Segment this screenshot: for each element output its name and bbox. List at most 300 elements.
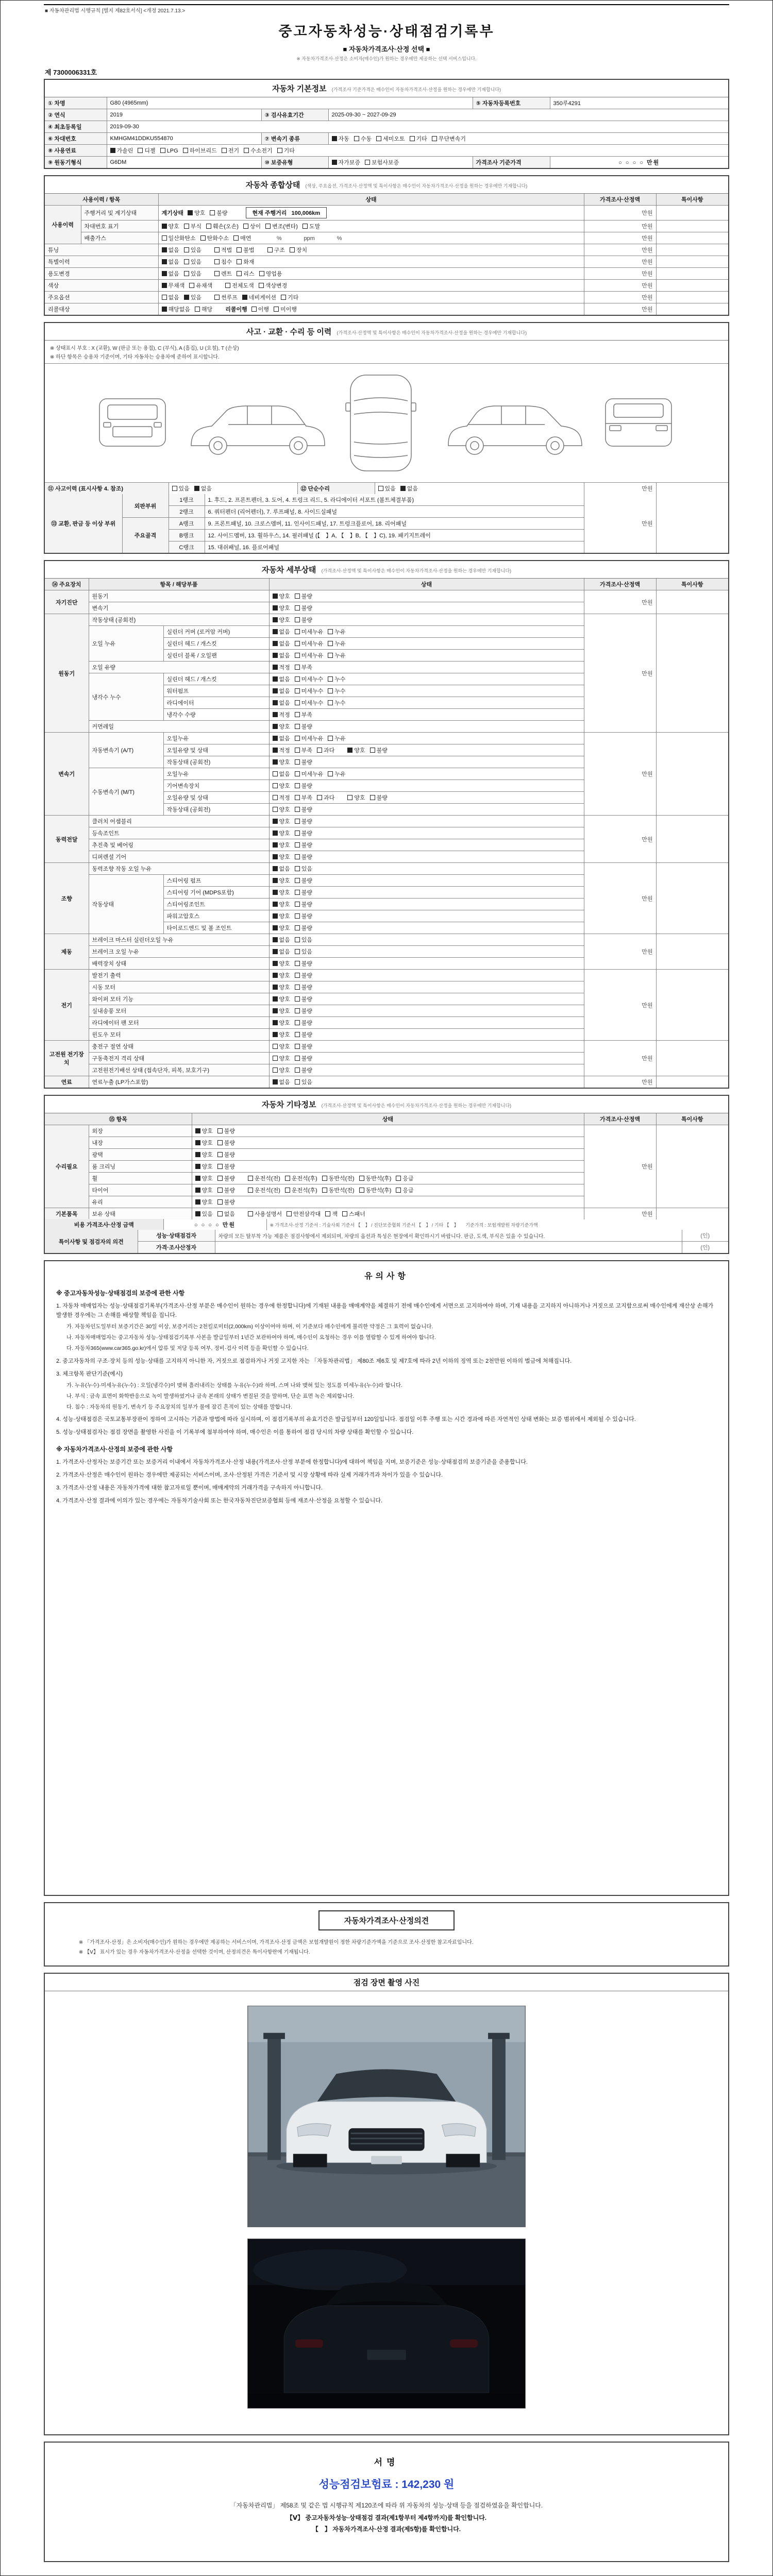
checkbox-option[interactable] xyxy=(273,592,290,600)
checkbox-option[interactable] xyxy=(162,281,185,290)
checkbox-option[interactable] xyxy=(322,1174,355,1182)
checkbox-label: 양호 xyxy=(279,594,290,600)
checkbox-option[interactable] xyxy=(376,134,405,143)
checkbox-option[interactable] xyxy=(370,746,388,754)
checkbox-option[interactable] xyxy=(273,1007,290,1015)
checkbox-option[interactable] xyxy=(347,793,365,802)
checkbox-option[interactable] xyxy=(244,146,273,155)
checkbox-option[interactable] xyxy=(195,1174,213,1182)
checkbox-label: 동반석(전) xyxy=(328,1176,355,1182)
checkbox-option[interactable] xyxy=(273,770,290,778)
checkbox-option[interactable] xyxy=(206,222,239,230)
checkbox-option[interactable] xyxy=(273,746,290,754)
checkbox-option[interactable] xyxy=(214,293,238,301)
checkbox-option[interactable] xyxy=(273,817,290,825)
checkbox-option[interactable] xyxy=(184,246,201,254)
checkbox-option[interactable] xyxy=(342,1210,365,1218)
checkbox-option[interactable] xyxy=(273,639,290,648)
checkbox-option[interactable] xyxy=(328,651,345,659)
checkbox-option[interactable] xyxy=(162,246,179,254)
checkbox-option[interactable] xyxy=(217,1127,235,1135)
checkbox-option[interactable] xyxy=(217,1186,235,1194)
checkbox-label: 상이 xyxy=(249,224,261,230)
checkbox-option[interactable] xyxy=(396,1174,413,1182)
checkbox-option[interactable] xyxy=(295,782,312,790)
checkbox-option[interactable] xyxy=(162,258,179,266)
checkbox-option[interactable] xyxy=(273,699,290,707)
checkbox-option[interactable] xyxy=(200,234,229,242)
unchecked-box-icon xyxy=(184,271,189,276)
checkbox-option[interactable] xyxy=(233,234,251,242)
checkbox-option[interactable] xyxy=(248,1186,280,1194)
checkbox-label: 없음 xyxy=(407,486,418,492)
checkbox-option[interactable] xyxy=(273,1054,290,1062)
checkbox-option[interactable] xyxy=(273,805,290,814)
checkbox-option[interactable] xyxy=(328,639,345,648)
checkbox-option[interactable] xyxy=(273,936,290,944)
checkbox-option[interactable] xyxy=(189,281,212,290)
checkbox-option[interactable] xyxy=(210,209,227,217)
checkbox-option[interactable] xyxy=(273,675,290,683)
checkbox-option[interactable] xyxy=(222,146,239,155)
checkbox-option[interactable] xyxy=(195,305,212,313)
checkbox-option[interactable] xyxy=(295,1042,312,1050)
accident-history-options xyxy=(169,483,297,494)
checkbox-option[interactable] xyxy=(248,1210,282,1218)
unchecked-box-icon xyxy=(295,890,300,895)
checkbox-label: 없음 xyxy=(279,676,290,683)
checkbox-option[interactable] xyxy=(195,1139,213,1147)
checkbox-option[interactable] xyxy=(195,1127,213,1135)
item-label: 추진축 및 베어링 xyxy=(89,839,269,851)
checkbox-option[interactable] xyxy=(317,793,334,802)
checkbox-option[interactable] xyxy=(217,1162,235,1171)
notice-line: 나. 자동차매매업자는 중고자동차 성능·상태점검기록부 사본을 발급일부터 1년간 보관하여야 하며, 매수인이 요청하는 경우 이를 열람할 수 있게 하여야 합니다. xyxy=(66,1334,436,1341)
price-cell: 만원 xyxy=(584,232,656,244)
checkbox-option[interactable] xyxy=(237,258,254,266)
checkbox-option[interactable] xyxy=(295,936,312,944)
checkbox-option[interactable] xyxy=(273,983,290,991)
checkbox-label: 네비게이션 xyxy=(248,295,277,301)
checkbox-option[interactable] xyxy=(295,758,312,766)
rank-items: 6. 쿼터펜더 (리어펜더), 7. 루프패널, 8. 사이드실패널 xyxy=(205,506,584,518)
unchecked-box-icon xyxy=(285,1188,290,1193)
checkbox-option[interactable] xyxy=(195,1198,213,1206)
item-label: 리콜대상 xyxy=(45,303,158,315)
checkbox-option[interactable] xyxy=(322,1186,355,1194)
checkbox-option[interactable] xyxy=(273,888,290,896)
checkbox-option[interactable] xyxy=(217,1150,235,1159)
checkbox-option[interactable] xyxy=(217,1210,235,1218)
unchecked-box-icon xyxy=(295,665,300,670)
checkbox-option[interactable] xyxy=(295,924,312,932)
checked-box-icon xyxy=(195,1199,200,1205)
checkbox-option[interactable] xyxy=(317,746,334,754)
checked-box-icon xyxy=(273,676,278,682)
section-etc-title xyxy=(45,1096,728,1113)
checkbox-option[interactable] xyxy=(273,947,290,956)
option-group xyxy=(273,687,350,695)
checkbox-option[interactable] xyxy=(259,269,282,278)
checkbox-option[interactable] xyxy=(295,983,312,991)
checkbox-option[interactable] xyxy=(273,663,290,671)
checkbox-option[interactable] xyxy=(273,841,290,849)
checkbox-option[interactable] xyxy=(273,734,290,742)
checkbox-option[interactable] xyxy=(217,1198,235,1206)
item-label: 냉각수 누수 xyxy=(89,673,163,721)
checkbox-label: 누수 xyxy=(334,676,346,683)
checkbox-option[interactable] xyxy=(295,959,312,968)
checked-box-icon xyxy=(273,985,278,990)
checkbox-option[interactable] xyxy=(160,148,178,154)
unchecked-box-icon xyxy=(251,307,257,312)
checkbox-option[interactable] xyxy=(273,876,290,885)
unchecked-box-icon xyxy=(273,1067,278,1073)
checkbox-option[interactable] xyxy=(194,484,212,493)
option-group xyxy=(214,246,259,254)
item-label: 윈도우 모터 xyxy=(89,1029,269,1041)
checked-box-icon xyxy=(273,1008,278,1013)
item-label: 등속조인트 xyxy=(89,827,269,839)
checkbox-option[interactable] xyxy=(347,746,365,754)
rank-name: 2랭크 xyxy=(169,506,205,518)
checkbox-option[interactable] xyxy=(162,293,179,301)
checkbox-option[interactable] xyxy=(259,281,288,290)
checkbox-label: 불량 xyxy=(301,913,313,920)
checkbox-option[interactable] xyxy=(295,888,312,896)
checkbox-option[interactable] xyxy=(295,900,312,908)
checkbox-option[interactable] xyxy=(295,699,324,707)
checkbox-option[interactable] xyxy=(295,1054,312,1062)
checkbox-option[interactable] xyxy=(295,971,312,979)
rank-items: 15. 대쉬패널, 16. 플로어패널 xyxy=(205,541,584,553)
checkbox-option[interactable] xyxy=(188,209,205,217)
checkbox-option[interactable] xyxy=(243,222,261,230)
checkbox-option[interactable] xyxy=(214,258,232,266)
checkbox-label: 있음 xyxy=(178,486,190,492)
checkbox-option[interactable] xyxy=(274,305,297,313)
checkbox-option[interactable] xyxy=(184,293,201,301)
checkbox-label: 없음 xyxy=(279,949,290,955)
checkbox-option[interactable] xyxy=(273,1019,290,1027)
checkbox-option[interactable] xyxy=(295,829,312,837)
checkbox-option[interactable] xyxy=(295,793,312,802)
checkbox-option[interactable] xyxy=(295,722,312,731)
checkbox-option[interactable] xyxy=(295,947,312,956)
checkbox-option[interactable] xyxy=(184,258,201,266)
checkbox-option[interactable] xyxy=(295,639,324,648)
unchecked-box-icon xyxy=(162,235,167,241)
checkbox-option[interactable] xyxy=(328,687,345,695)
checkbox-option[interactable] xyxy=(195,1186,213,1194)
checkbox-option[interactable] xyxy=(273,687,290,695)
checked-box-icon xyxy=(195,1164,200,1169)
unchecked-box-icon xyxy=(328,641,333,646)
part-label: 기어변속장치 xyxy=(163,780,269,792)
checkbox-option[interactable] xyxy=(287,1210,321,1218)
checkbox-option[interactable] xyxy=(328,770,345,778)
option-group xyxy=(273,746,340,754)
inspection-photo-front xyxy=(247,2006,526,2227)
table-row xyxy=(45,1041,728,1053)
unchecked-box-icon xyxy=(378,486,383,491)
checkbox-option[interactable] xyxy=(273,793,290,802)
checkbox-option[interactable] xyxy=(217,1174,235,1182)
etc-info-table xyxy=(45,1113,728,1219)
checkbox-option[interactable] xyxy=(214,246,232,254)
part-label: 실린더 헤드 / 개스킷 xyxy=(163,673,269,685)
unchecked-box-icon xyxy=(273,795,278,800)
state-cell xyxy=(269,733,584,744)
checkbox-option[interactable] xyxy=(225,281,254,290)
unchecked-box-icon xyxy=(248,1211,253,1216)
checkbox-option[interactable] xyxy=(295,876,312,885)
table-row xyxy=(45,145,728,157)
rank-name: C랭크 xyxy=(169,541,205,553)
field-label: ⑩ 보증유형 xyxy=(261,157,328,168)
checkbox-option[interactable] xyxy=(273,900,290,908)
notice-line: 2. 가격조사·산정은 매수인이 원하는 경우에만 제공되는 서비스이며, 조사·산정된 가격은 기준서 및 시장 상황에 따라 실제 거래가격과 차이가 있을 수 있습니다. xyxy=(56,1471,443,1478)
checkbox-option[interactable] xyxy=(295,1078,312,1086)
section-overall-state xyxy=(44,175,729,316)
unchecked-box-icon xyxy=(295,866,300,871)
checkbox-option[interactable] xyxy=(295,817,312,825)
checkbox-option[interactable] xyxy=(172,484,190,493)
checkbox-option[interactable] xyxy=(162,234,196,242)
option-group xyxy=(273,924,317,932)
checkbox-option[interactable] xyxy=(162,305,191,313)
state-cell xyxy=(158,303,584,315)
option-group xyxy=(273,971,317,979)
unchecked-box-icon xyxy=(217,1164,223,1169)
checkbox-label: 누유 xyxy=(334,771,346,777)
checkbox-option[interactable] xyxy=(432,134,466,143)
checkbox-option[interactable] xyxy=(184,222,201,230)
rank-category: 주요골격 xyxy=(122,518,169,553)
note-cell xyxy=(656,1041,728,1076)
checkbox-option[interactable] xyxy=(328,734,345,742)
checked-box-icon xyxy=(162,307,167,312)
checkbox-option[interactable] xyxy=(273,710,290,719)
checkbox-label: 없음 xyxy=(279,736,290,742)
item-label: 실내송풍 모터 xyxy=(89,1005,269,1017)
checkbox-option[interactable] xyxy=(295,995,312,1003)
photos-body xyxy=(45,1991,728,2434)
notice-line: 나. 부식 : 금속 표면이 화학반응으로 녹이 발생하였거나 금속 본래의 상태가 변질된 것을 말하며, 단순 표면 녹은 제외합니다. xyxy=(66,1393,355,1399)
checkbox-option[interactable] xyxy=(281,293,298,301)
checkbox-option[interactable] xyxy=(295,734,324,742)
valuation-box xyxy=(45,1903,728,1965)
checkbox-option[interactable] xyxy=(295,687,324,695)
checkbox-option[interactable] xyxy=(251,305,269,313)
checkbox-option[interactable] xyxy=(273,1030,290,1039)
checkbox-label: 양호 xyxy=(279,1020,290,1026)
checkbox-option[interactable] xyxy=(273,995,290,1003)
checkbox-option[interactable] xyxy=(295,604,312,612)
checkbox-option[interactable] xyxy=(273,1078,290,1086)
checkbox-option[interactable] xyxy=(273,1066,290,1074)
checkbox-label: 양호 xyxy=(279,925,290,931)
unchecked-box-icon xyxy=(295,902,300,907)
unchecked-box-icon xyxy=(162,295,167,300)
checkbox-option[interactable] xyxy=(265,222,298,230)
checkbox-option[interactable] xyxy=(237,269,254,278)
checkbox-option[interactable] xyxy=(295,865,312,873)
checkbox-option[interactable] xyxy=(184,269,201,278)
checkbox-option[interactable] xyxy=(295,628,324,636)
checkbox-option[interactable] xyxy=(370,793,388,802)
price-cell: 만원 xyxy=(584,934,656,970)
table-row xyxy=(45,1208,728,1220)
option-group xyxy=(162,246,207,254)
table-row xyxy=(45,256,728,268)
checkbox-option[interactable] xyxy=(138,146,155,155)
unchecked-box-icon xyxy=(184,259,189,264)
option-group xyxy=(214,269,287,278)
checkbox-label: 불량 xyxy=(301,783,313,789)
checkbox-option[interactable] xyxy=(396,1186,413,1194)
checkbox-option[interactable] xyxy=(242,293,276,301)
checkbox-option[interactable] xyxy=(295,675,324,683)
column-header: 상태 xyxy=(158,194,584,206)
checkbox-option[interactable] xyxy=(273,722,290,731)
checkbox-option[interactable] xyxy=(325,1210,338,1218)
unchecked-box-icon xyxy=(295,937,300,942)
checkbox-option[interactable] xyxy=(303,222,320,230)
checkbox-option[interactable] xyxy=(295,616,312,624)
checked-box-icon xyxy=(273,712,278,717)
checkbox-option[interactable] xyxy=(267,246,285,254)
rank-name: B랭크 xyxy=(169,530,205,541)
checkbox-option[interactable] xyxy=(295,841,312,849)
checkbox-option[interactable] xyxy=(328,699,345,707)
unchecked-box-icon xyxy=(217,1188,223,1193)
checkbox-option[interactable] xyxy=(332,134,349,143)
section-title-text: 자동차 종합상태 xyxy=(245,181,300,190)
checkbox-option[interactable] xyxy=(295,1007,312,1015)
checkbox-option[interactable] xyxy=(273,616,290,624)
unchecked-box-icon xyxy=(295,771,300,776)
checkbox-option[interactable] xyxy=(195,1162,213,1171)
checkbox-option[interactable] xyxy=(295,853,312,861)
checkbox-option[interactable] xyxy=(273,758,290,766)
checkbox-option[interactable] xyxy=(295,710,312,719)
notice-line: 3. 체크항목 판단기준(예시) xyxy=(56,1370,123,1377)
checkbox-option[interactable] xyxy=(237,246,254,254)
checkbox-option[interactable] xyxy=(273,782,290,790)
checkbox-option[interactable] xyxy=(295,770,324,778)
checkbox-option[interactable] xyxy=(295,1066,312,1074)
checkbox-label: 운전석(전) xyxy=(255,1188,280,1194)
state-cell xyxy=(269,744,584,756)
checkbox-option[interactable] xyxy=(365,158,399,166)
checkbox-label: 양호 xyxy=(201,1140,213,1146)
checkbox-option[interactable] xyxy=(273,865,290,873)
model-year-value: 2019 xyxy=(107,109,261,121)
checkbox-option[interactable] xyxy=(195,1150,213,1159)
checkbox-option[interactable] xyxy=(295,651,324,659)
checkbox-option[interactable] xyxy=(295,1030,312,1039)
checkbox-option[interactable] xyxy=(183,146,217,155)
checkbox-option[interactable] xyxy=(332,158,361,166)
price-cell: 만원 xyxy=(584,292,656,303)
unchecked-box-icon xyxy=(328,736,333,741)
checkbox-option[interactable] xyxy=(295,912,312,920)
checkbox-option[interactable] xyxy=(110,146,133,155)
checkbox-option[interactable] xyxy=(217,1139,235,1147)
field-label: 가격조사 기준가격 xyxy=(473,157,550,168)
checkbox-option[interactable] xyxy=(277,146,295,155)
checkbox-option[interactable] xyxy=(295,746,312,754)
checkbox-option[interactable] xyxy=(214,269,232,278)
unchecked-box-icon xyxy=(317,748,322,753)
checkbox-option[interactable] xyxy=(273,959,290,968)
checkbox-option[interactable] xyxy=(295,805,312,814)
checked-box-icon xyxy=(273,890,278,895)
option-group xyxy=(273,793,340,802)
checkbox-option[interactable] xyxy=(273,924,290,932)
unchecked-box-icon xyxy=(290,247,295,252)
checkbox-option[interactable] xyxy=(295,592,312,600)
table-header-row xyxy=(45,579,728,590)
checkbox-option[interactable] xyxy=(273,604,290,612)
checkbox-option[interactable] xyxy=(328,628,345,636)
item-label: 자동변속기 (A/T) xyxy=(89,733,163,768)
checkbox-option[interactable] xyxy=(285,1174,317,1182)
checkbox-option[interactable] xyxy=(273,971,290,979)
checkbox-option[interactable] xyxy=(378,484,396,493)
checked-box-icon xyxy=(242,295,247,300)
checkbox-option[interactable] xyxy=(162,222,179,230)
checkbox-option[interactable] xyxy=(162,269,179,278)
checkbox-label: 미세누유 xyxy=(301,653,324,659)
unchecked-box-icon xyxy=(265,224,271,229)
checkbox-option[interactable] xyxy=(273,1042,290,1050)
price-cell: 만원 xyxy=(584,483,656,494)
checkbox-option[interactable] xyxy=(328,675,345,683)
checkbox-option[interactable] xyxy=(273,628,290,636)
checkbox-option[interactable] xyxy=(359,1174,392,1182)
checkbox-option[interactable] xyxy=(359,1186,392,1194)
checked-box-icon xyxy=(195,1188,200,1193)
field-label: ⑨ 원동기형식 xyxy=(45,157,107,168)
checkbox-label: 양호 xyxy=(201,1176,213,1182)
column-header: 가격조사·산정액 xyxy=(584,1113,656,1125)
checkbox-option[interactable] xyxy=(248,1174,280,1182)
section-inspection-photos xyxy=(44,1973,729,2435)
checkbox-option[interactable] xyxy=(195,1210,213,1218)
checked-box-icon xyxy=(273,641,278,646)
state-cell xyxy=(269,780,584,792)
checkbox-option[interactable] xyxy=(295,663,312,671)
checkbox-option[interactable] xyxy=(400,484,418,493)
checkbox-label: 양호 xyxy=(194,210,206,216)
field-label: ④ 최초등록일 xyxy=(45,121,107,133)
checkbox-option[interactable] xyxy=(290,246,307,254)
checkbox-option[interactable] xyxy=(295,1019,312,1027)
part-label: 실린더 커버 (로커암 커버) xyxy=(163,626,269,638)
checkbox-option[interactable] xyxy=(273,912,290,920)
checkbox-option[interactable] xyxy=(273,853,290,861)
checkbox-option[interactable] xyxy=(354,134,372,143)
checkbox-option[interactable] xyxy=(285,1186,317,1194)
checkbox-label: 불량 xyxy=(376,748,388,754)
checkbox-option[interactable] xyxy=(273,651,290,659)
checkbox-option[interactable] xyxy=(410,134,427,143)
item-label: 튜닝 xyxy=(45,244,158,256)
option-group xyxy=(162,281,217,290)
checkbox-option[interactable] xyxy=(273,829,290,837)
